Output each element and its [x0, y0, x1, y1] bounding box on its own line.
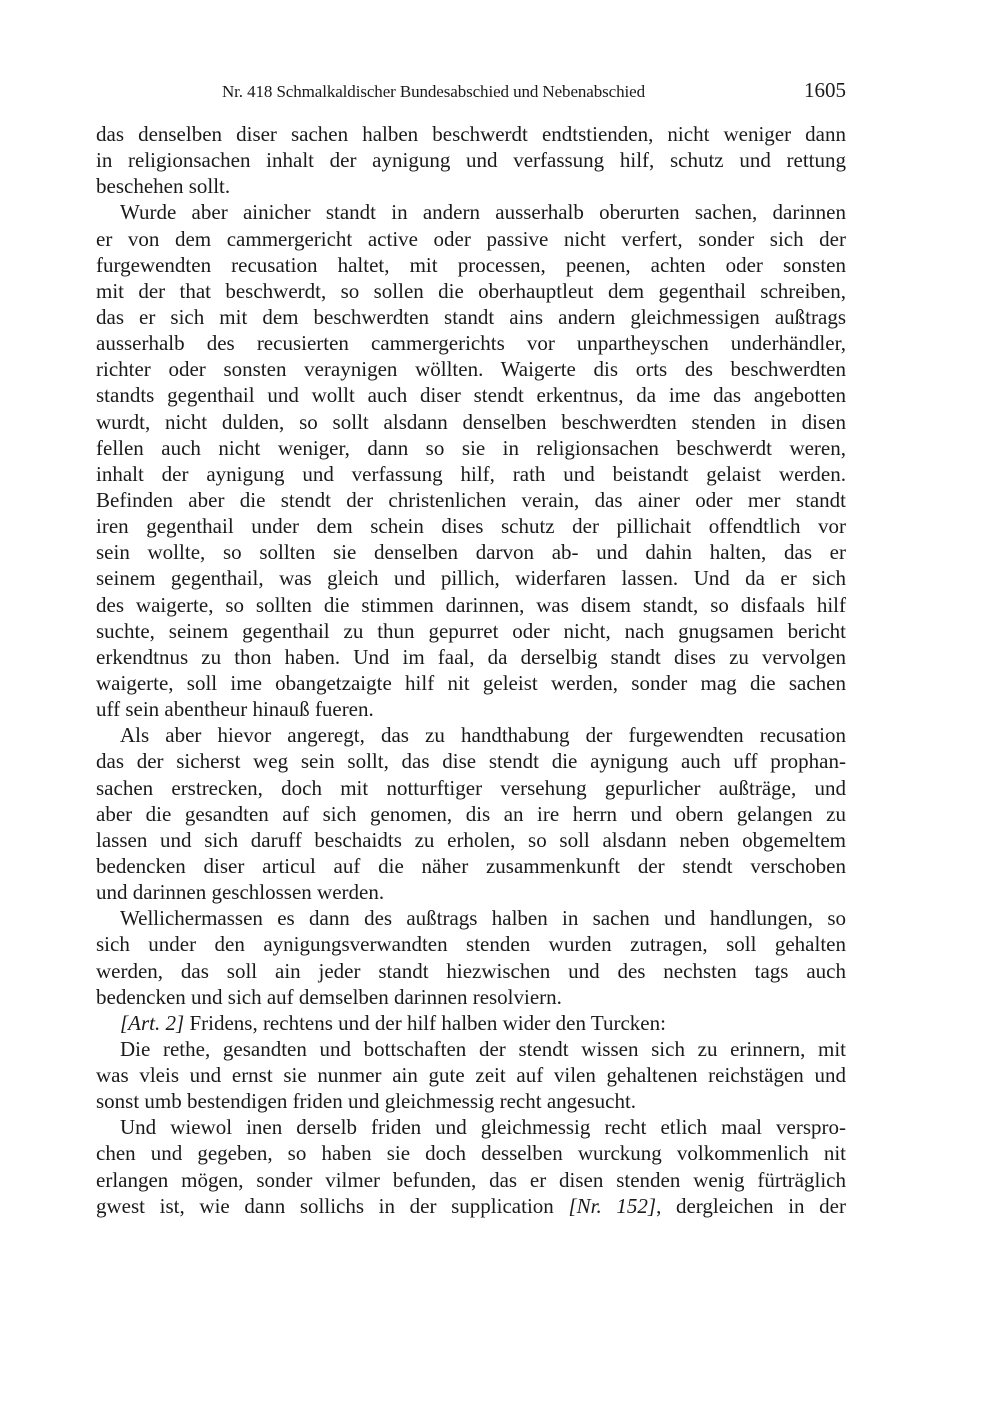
text-line: bedencken und sich auf demselben darinnen resolviern. [96, 984, 562, 1009]
text-line: und darinnen geschlossen werden. [96, 880, 385, 905]
text-line: sich under den aynigungsverwandten stenden wurden zutragen, soll gehalten [96, 932, 846, 957]
text-line: richter oder sonsten veraynigen wöllten. Waigerte dis orts des beschwerdten [96, 357, 846, 382]
text-line: in religionsachen inhalt der aynigung und verfassung hilf, schutz und rettung [96, 148, 846, 173]
text-line: Befinden aber die stendt der christenlichen verain, das ainer oder mer standt [96, 487, 846, 512]
text-line: standts gegenthail und wollt auch diser stendt erkentnus, da ime das angebotten [96, 383, 846, 408]
text-line: inhalt der aynigung und verfassung hilf, rath und beistandt gelaist werden. [96, 461, 846, 486]
text-line: waigerte, soll ime obangetzaigte hilf nit geleist werden, sonder mag die sachen [96, 670, 846, 695]
text-line: er von dem cammergericht active oder passive nicht verfert, sonder sich der [96, 226, 846, 251]
text-line: lassen und sich daruff beschaidts zu erholen, so soll alsdann neben obgemeltem [96, 827, 846, 852]
text-line: Die rethe, gesandten und bottschaften der stendt wissen sich zu erinnern, mit [120, 1036, 846, 1061]
editorial-reference: [Art. 2] [120, 1010, 185, 1035]
text-line: sonst umb bestendigen friden und gleichmessig recht angesucht. [96, 1089, 637, 1114]
text-line: aber die gesandten auf sich genomen, dis an ire herrn und obern gelangen zu [96, 801, 846, 826]
text-line: das er sich mit dem beschwerdten standt ains andern gleichmessigen außtrags [96, 304, 846, 329]
page-number: 1605 [804, 78, 846, 102]
text-line: erkendtnus zu thon haben. Und im faal, da derselbig standt dises zu vervolgen [96, 644, 846, 669]
text-line: [Art. 2] Fridens, rechtens und der hilf halben wider den Turcken: [120, 1010, 666, 1035]
running-header [96, 78, 846, 106]
text-line: des waigerte, so sollten die stimmen darinnen, was disem standt, so disfaals hilf [96, 592, 846, 617]
text-line: Wellichermassen es dann des außtrags halben in sachen und handlungen, so [120, 906, 846, 931]
text-line: iren gegenthail under dem schein dises schutz der pillichait offendtlich vor [96, 514, 846, 539]
text-line: uff sein abentheur hinauß fueren. [96, 697, 374, 722]
text-line: wurdt, nicht dulden, so sollt alsdann denselben beschwerdten stenden in disen [96, 409, 846, 434]
text-line: das der sicherst weg sein sollt, das dise stendt die aynigung auch uff prophan- [96, 749, 846, 774]
text-line: chen und gegeben, so haben sie doch desselben wurckung volkommenlich nit [96, 1141, 846, 1166]
text-line: werden, das soll ain jeder standt hiezwischen und des nechsten tags auch [96, 958, 846, 983]
text-line: Wurde aber ainicher standt in andern ausserhalb oberurten sachen, darinnen [120, 200, 846, 225]
text-line: Und wiewol inen derselb friden und gleichmessig recht etlich maal verspro- [120, 1115, 846, 1140]
text-line: gwest ist, wie dann sollichs in der supplication [Nr. 152], dergleichen in der [96, 1193, 846, 1218]
text-line: das denselben diser sachen halben beschwerdt endtstienden, nicht weniger dann [96, 122, 846, 146]
editorial-reference: [Nr. 152] [568, 1193, 657, 1218]
document-body [96, 121, 846, 1219]
text-line: bedencken diser articul auf die näher zusammenkunft der stendt verschoben [96, 853, 846, 878]
text-line: mit der that beschwerdt, so sollen die oberhauptleut dem gegenthail schreiben, [96, 278, 846, 303]
text-line: sachen erstrecken, doch mit notturftiger versehung gepurlicher außträge, und [96, 775, 846, 800]
text-line: ausserhalb des recusierten cammergerichts vor unpartheyschen underhändler, [96, 331, 846, 356]
text-line: furgewendten recusation haltet, mit processen, peenen, achten oder sonsten [96, 252, 846, 277]
text-line: seinem gegenthail, was gleich und pillich, widerfaren lassen. Und da er sich [96, 566, 846, 591]
text-line: Als aber hievor angeregt, das zu handthabung der furgewendten recusation [120, 723, 846, 748]
text-line: beschehen sollt. [96, 174, 231, 199]
text-line: erlangen mögen, sonder vilmer befunden, das er disen stenden wenig fürträglich [96, 1167, 846, 1192]
text-line: was vleis und ernst sie nunmer ain gute zeit auf vilen gehaltenen reichstägen und [96, 1063, 846, 1088]
text-line: fellen auch nicht weniger, dann so sie in religionsachen beschwerdt weren, [96, 435, 846, 460]
text-line: sein wollte, so sollten sie denselben darvon ab- und dahin halten, das er [96, 540, 846, 565]
running-title: Nr. 418 Schmalkaldischer Bundesabschied und Nebenabschied [222, 82, 645, 101]
text-line: suchte, seinem gegenthail zu thun gepurret oder nicht, nach gnugsamen bericht [96, 618, 846, 643]
